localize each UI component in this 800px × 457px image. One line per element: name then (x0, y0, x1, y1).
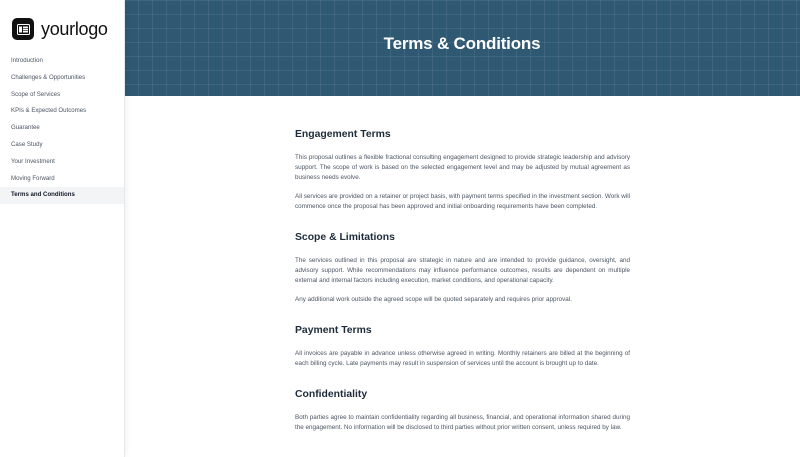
sidebar-nav (0, 53, 124, 204)
section-title: Engagement Terms (295, 129, 391, 140)
paragraph: All services are provided on a retainer or project basis, with payment terms specified in the investment section. Work will commence once the proposal has been approved and initial onboarding requirements have been completed. (295, 193, 630, 210)
section-confidentiality (295, 388, 630, 433)
paragraph: Any additional work outside the agreed scope will be quoted separately and requires prior approval. (295, 296, 572, 303)
section-scope-limitations (295, 231, 630, 305)
page-title: Terms & Conditions (383, 34, 541, 53)
main-content (295, 128, 630, 433)
sidebar-item-moving-forward[interactable]: Moving Forward (11, 174, 55, 182)
logo-icon (12, 18, 34, 40)
section-payment-terms (295, 324, 630, 369)
sidebar-item-introduction[interactable]: Introduction (11, 57, 43, 64)
sidebar-item-scope-of-services[interactable]: Scope of Services (11, 90, 61, 98)
sidebar-item-your-investment[interactable]: Your Investment (11, 157, 55, 165)
section-title: Confidentiality (295, 389, 368, 400)
logo-text: yourlogo (41, 18, 108, 39)
sidebar-item-guarantee[interactable]: Guarantee (11, 124, 40, 132)
sidebar-item-terms-and-conditions[interactable]: Terms and Conditions (0, 187, 124, 204)
paragraph: All invoices are payable in advance unless otherwise agreed in writing. Monthly retainers are billed at the beginning of each billing cycle. Late payments may result in suspension of services until the account is brought up to date. (295, 350, 630, 367)
section-title: Payment Terms (295, 325, 372, 336)
sidebar-item-challenges-opportunities[interactable]: Challenges & Opportunities (11, 73, 86, 81)
sidebar (0, 0, 125, 457)
sidebar-item-kpis-expected-outcomes[interactable]: KPIs & Expected Outcomes (11, 107, 87, 115)
sidebar-item-case-study[interactable]: Case Study (11, 140, 43, 148)
paragraph: Both parties agree to maintain confidentiality regarding all business, financial, and operational information shared during the engagement. No information will be disclosed to third parties without prior written consent, unless required by law. (295, 414, 630, 431)
logo[interactable] (12, 17, 108, 41)
paragraph: This proposal outlines a flexible fractional consulting engagement designed to provide strategic leadership and advisory support. The scope of work is based on the selected engagement level and may be adjusted by mutual agreement as business needs evolve. (295, 154, 630, 181)
paragraph: The services outlined in this proposal are strategic in nature and are intended to provide guidance, oversight, and advisory support. While recommendations may influence performance outcomes, results are dependent on multiple external and internal factors including execution, market conditions, and operational capacity. (295, 257, 630, 284)
section-engagement-terms (295, 128, 630, 212)
section-title: Scope & Limitations (295, 232, 395, 243)
page-header-banner (124, 0, 800, 96)
